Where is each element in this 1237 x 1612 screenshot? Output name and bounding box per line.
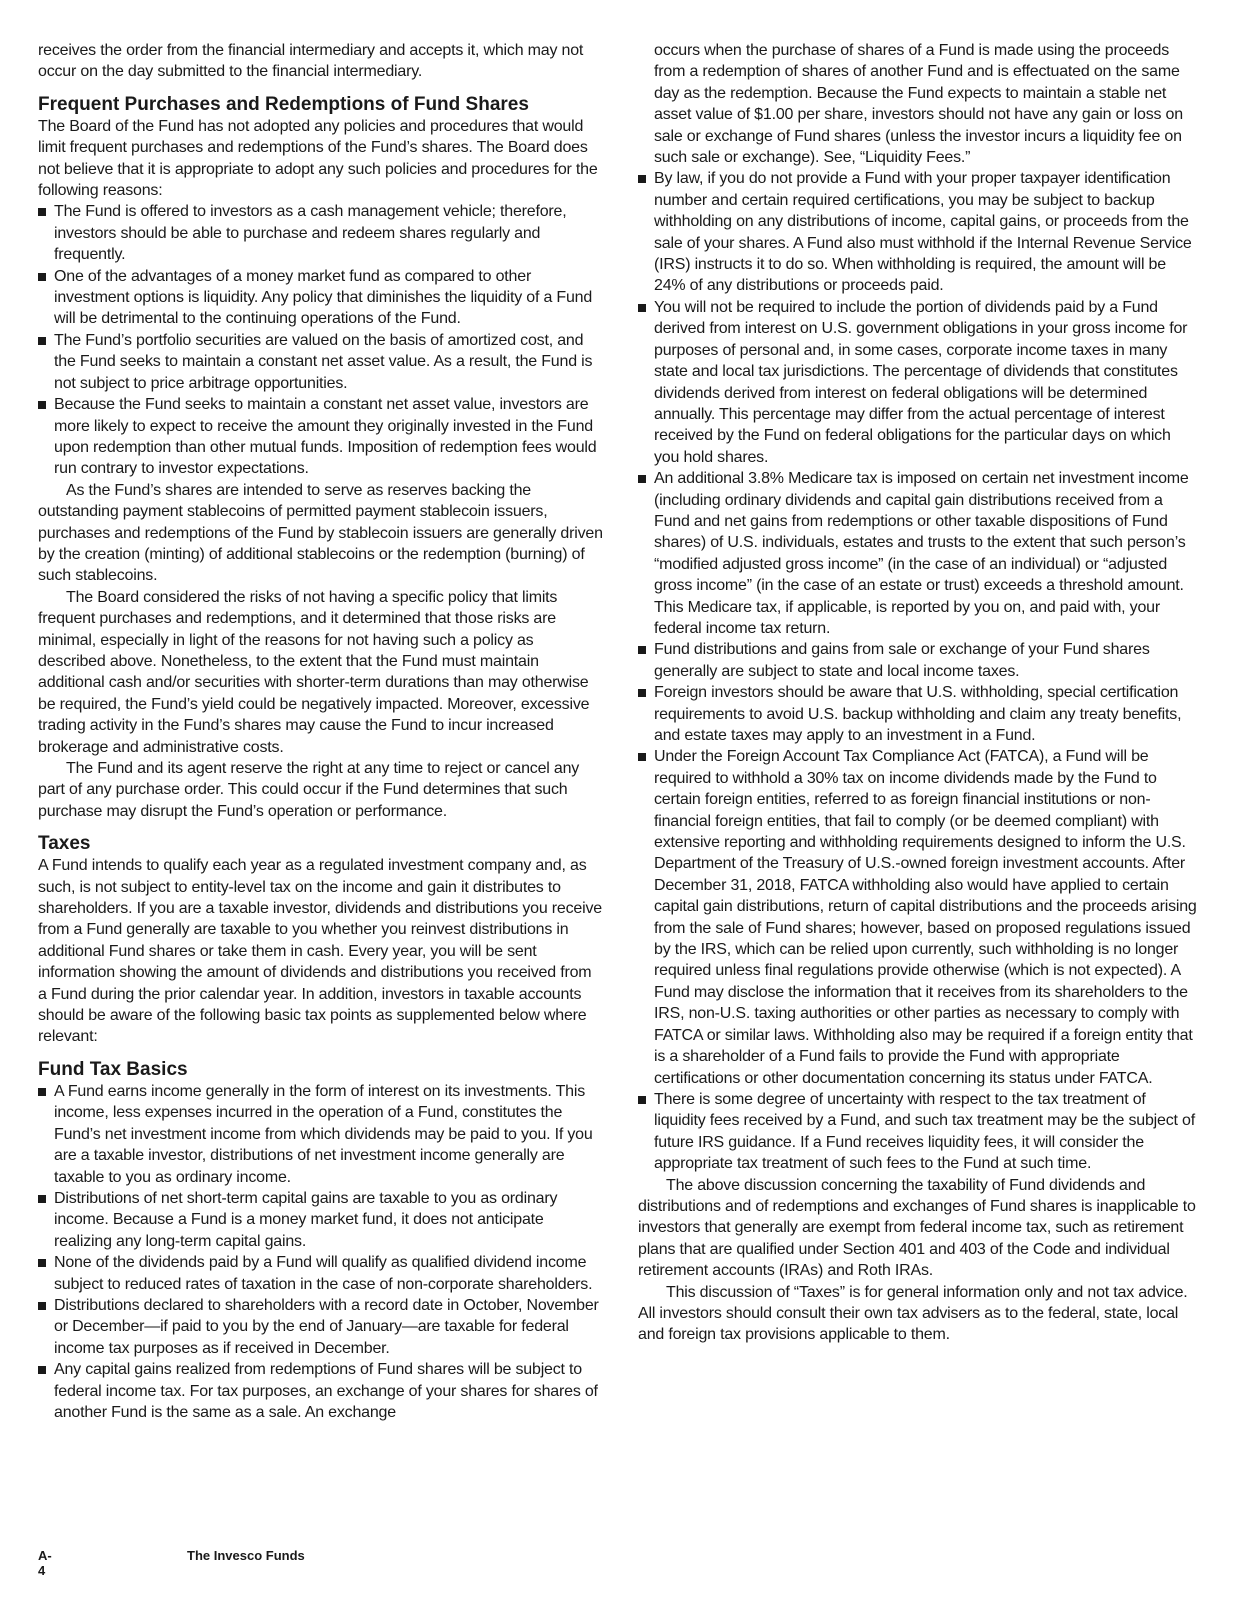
list-item: A Fund earns income generally in the form of interest on its investments. This income, less expenses incurred in the operation of a Fund, constitutes the Fund’s net investment income from which dividends may be paid to you. If you are a taxable investor, distributions of net investment income generally are taxable to you as ordinary income. bbox=[38, 1081, 604, 1188]
list-item: Any capital gains realized from redemptions of Fund shares will be subject to federal income tax. For tax purposes, an exchange of your shares for shares of another Fund is the same as a sale. An exchange bbox=[38, 1359, 604, 1423]
tax-points-list bbox=[638, 168, 1198, 1174]
stablecoin-paragraph: As the Fund’s shares are intended to serve as reserves backing the outstanding payment stablecoins of permitted payment stablecoin issuers, purchases and redemptions of the Fund by stablecoin issuers are generally driven by the creation (minting) of additional stablecoins or the redemption (burning) of such stablecoins. bbox=[38, 481, 603, 585]
list-item: Under the Foreign Account Tax Compliance Act (FATCA), a Fund will be required to withhold a 30% tax on income dividends made by the Fund to certain foreign entities, referred to as foreign financial institutions or non-financial foreign entities, that fail to comply (or be deemed compliant) with extensive reporting and withholding requirements designed to inform the U.S. Department of the Treasury of U.S.-owned foreign investment accounts. After December 31, 2018, FATCA withholding also would have applied to certain capital gain distributions, return of capital distributions and the proceeds arising from the sale of Fund shares; however, based on proposed regulations issued by the IRS, which can be relied upon currently, such withholding is no longer required unless final regulations provide otherwise (which is not expected). A Fund may disclose the information that it receives from its shareholders to the IRS, non-U.S. taxing authorities or other parties as necessary to comply with FATCA or similar laws. Withholding also may be required if a foreign entity that is a shareholder of a Fund fails to provide the Fund with appropriate certifications or other documentation concerning its status under FATCA. bbox=[638, 746, 1198, 1089]
right-column bbox=[638, 40, 1198, 1346]
left-column bbox=[38, 40, 604, 1423]
list-item: By law, if you do not provide a Fund with your proper taxpayer identification number and certain required certifications, you may be subject to backup withholding on any distributions of income, capital gains, or proceeds from the sale of your shares. A Fund also must withhold if the Internal Revenue Service (IRS) instructs it to do so. When withholding is required, the amount will be 24% of any distributions or proceeds paid. bbox=[638, 168, 1198, 296]
list-item: None of the dividends paid by a Fund will qualify as qualified dividend income subject to reduced rates of taxation in the case of non-corporate shareholders. bbox=[38, 1252, 604, 1295]
taxes-heading: Taxes bbox=[38, 833, 91, 855]
list-item: Foreign investors should be aware that U.S. withholding, special certification requirements to avoid U.S. backup withholding and claim any treaty benefits, and estate taxes may apply to an investment in a Fund. bbox=[638, 682, 1198, 746]
list-item: Fund distributions and gains from sale or exchange of your Fund shares generally are subject to state and local income taxes. bbox=[638, 639, 1198, 682]
taxes-paragraph: A Fund intends to qualify each year as a regulated investment company and, as such, is not subject to entity-level tax on the income and gain it distributes to shareholders. If you are a taxable investor, dividends and distributions you receive from a Fund generally are taxable to you whether you reinvest distributions in additional Fund shares or take them in cash. Every year, you will be sent information showing the amount of dividends and distributions you received from a Fund during the prior calendar year. In addition, investors in taxable accounts should be aware of the following basic tax points as supplemented below where relevant: bbox=[38, 857, 602, 1046]
fund-tax-basics-heading: Fund Tax Basics bbox=[38, 1058, 188, 1080]
list-item: Distributions declared to shareholders with a record date in October, November or December—if paid to you by the end of January—are taxable for federal income tax purposes as if received in December. bbox=[38, 1295, 604, 1359]
list-item: Distributions of net short-term capital gains are taxable to you as ordinary income. Because a Fund is a money market fund, it does not anticipate realizing any long-term capital gains. bbox=[38, 1188, 604, 1252]
list-item: There is some degree of uncertainty with respect to the tax treatment of liquidity fees received by a Fund, and such tax treatment may be the subject of future IRS guidance. If a Fund receives liquidity fees, it will consider the appropriate tax treatment of such fees to the Fund at such time. bbox=[638, 1089, 1198, 1175]
intro-continuation: receives the order from the financial intermediary and accepts it, which may not occur on the day submitted to the financial intermediary. bbox=[38, 42, 584, 81]
list-item: The Fund is offered to investors as a cash management vehicle; therefore, investors should be able to purchase and redeem shares regularly and frequently. bbox=[38, 201, 604, 265]
list-item: You will not be required to include the portion of dividends paid by a Fund derived from interest on U.S. government obligations in your gross income for purposes of personal and, in some cases, corporate income taxes in many state and local tax jurisdictions. The percentage of dividends that constitutes dividends derived from interest on federal obligations will be determined annually. This percentage may differ from the actual percentage of interest received by the Fund on federal obligations for the particular days on which you hold shares. bbox=[638, 297, 1198, 468]
tax-basics-list bbox=[38, 1081, 604, 1424]
bullet-continuation: occurs when the purchase of shares of a Fund is made using the proceeds from a redemption of shares of another Fund and is effectuated on the same day as the redemption. Because the Fund expects to maintain a stable net asset value of $1.00 per share, investors should not have any gain or loss on sale or exchange of Fund shares (unless the investor incurs a liquidity fee on such sale or exchange). See, “Liquidity Fees.” bbox=[654, 42, 1183, 167]
publication-name: The Invesco Funds bbox=[187, 1548, 305, 1563]
exempt-investors-paragraph: The above discussion concerning the taxability of Fund dividends and distributions and of redemptions and exchanges of Fund shares is inapplicable to investors that generally are exempt from federal income tax, such as retirement plans that are qualified under Section 401 and 403 of the Code and individual retirement accounts (IRAs) and Roth IRAs. bbox=[638, 1176, 1196, 1280]
frequent-intro-paragraph: The Board of the Fund has not adopted any policies and procedures that would limit frequent purchases and redemptions of the Fund’s shares. The Board does not believe that it is appropriate to adopt any such policies and procedures for the following reasons: bbox=[38, 117, 598, 200]
board-risk-paragraph: The Board considered the risks of not having a specific policy that limits frequent purchases and redemptions, and it determined that those risks are minimal, especially in light of the reasons for not having such a policy as described above. Nonetheless, to the extent that the Fund must maintain additional cash and/or securities with shorter-term durations than may otherwise be required, the Fund’s yield could be negatively impacted. Moreover, excessive trading activity in the Fund’s shares may cause the Fund to incur increased brokerage and administrative costs. bbox=[38, 588, 590, 756]
list-item: Because the Fund seeks to maintain a constant net asset value, investors are more likely to expect to receive the amount they originally invested in the Fund upon redemption than other mutual funds. Imposition of redemption fees would run contrary to investor expectations. bbox=[38, 394, 604, 480]
reject-order-paragraph: The Fund and its agent reserve the right at any time to reject or cancel any part of any purchase order. This could occur if the Fund determines that such purchase may disrupt the Fund’s operation or performance. bbox=[38, 760, 580, 820]
list-item: One of the advantages of a money market fund as compared to other investment options is liquidity. Any policy that diminishes the liquidity of a Fund will be detrimental to the continuing operations of the Fund. bbox=[38, 266, 604, 330]
list-item: The Fund’s portfolio securities are valued on the basis of amortized cost, and the Fund seeks to maintain a constant net asset value. As a result, the Fund is not subject to price arbitrage opportunities. bbox=[38, 330, 604, 394]
frequent-reasons-list bbox=[38, 201, 604, 479]
page-number: A-4 bbox=[38, 1548, 52, 1578]
frequent-purchases-heading: Frequent Purchases and Redemptions of Fund Shares bbox=[38, 93, 529, 115]
list-item: An additional 3.8% Medicare tax is imposed on certain net investment income (including ordinary dividends and capital gain distributions received from a Fund and net gains from redemptions or other taxable dispositions of Fund shares) of U.S. individuals, estates and trusts to the extent that such person’s “modified adjusted gross income” (in the case of an individual) or “adjusted gross income” (in the case of an estate or trust) exceeds a threshold amount. This Medicare tax, if applicable, is reported by you on, and paid with, your federal income tax return. bbox=[638, 468, 1198, 639]
general-information-paragraph: This discussion of “Taxes” is for general information only and not tax advice. All investors should consult their own tax advisers as to the federal, state, local and foreign tax provisions applicable to them. bbox=[638, 1283, 1188, 1344]
